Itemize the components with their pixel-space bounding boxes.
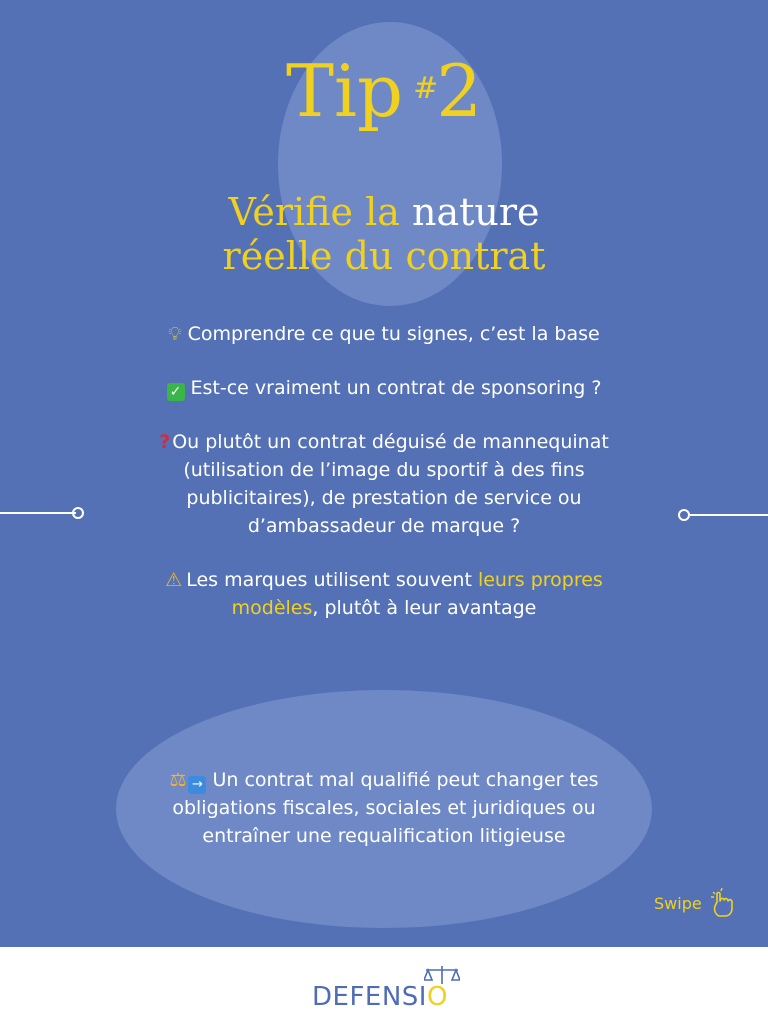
title-word: Tip — [285, 49, 404, 133]
decorative-line-left — [0, 512, 76, 514]
balance-scale-icon: ⚖ — [169, 769, 187, 791]
pointing-hand-icon — [710, 888, 736, 918]
subtitle-part3: réelle du contrat — [222, 234, 546, 278]
decorative-line-right — [690, 514, 768, 516]
logo-text — [312, 982, 448, 1012]
point-text: Est-ce vraiment un contrat de sponsoring ? — [190, 377, 602, 399]
check-mark-icon: ✓ — [167, 383, 185, 401]
list-item — [130, 374, 638, 402]
page-title — [0, 49, 768, 133]
logo-text-main: DEFENSI — [312, 982, 427, 1012]
point-text: Ou plutôt un contrat déguisé de mannequinat (utilisation de l’image du sportif à des fins publicitaires), de prestation de service ou d’ambassadeur de marque ? — [172, 431, 609, 537]
title-number: 2 — [436, 49, 483, 133]
logo-text-end: O — [426, 982, 448, 1012]
brand-logo — [312, 980, 472, 1014]
callout — [150, 766, 618, 850]
list-item — [130, 320, 638, 348]
swipe-label: Swipe — [654, 893, 702, 913]
callout-text: Un contrat mal qualifié peut changer tes obligations fiscales, sociales et juridiques ou entraîner une requalification litigieuse — [172, 769, 599, 847]
decorative-dot-left — [72, 507, 84, 519]
right-arrow-icon: → — [188, 776, 206, 794]
list-item — [130, 428, 638, 540]
tips-list — [130, 320, 638, 648]
title-hash: # — [413, 71, 439, 106]
swipe-hint[interactable] — [654, 888, 736, 918]
point-highlight: leurs propres modèles — [231, 569, 603, 619]
subtitle-part1: Vérifie la — [228, 190, 413, 234]
lightbulb-icon: 💡︎ — [168, 323, 182, 345]
subtitle-highlight: nature — [412, 190, 540, 234]
decorative-dot-right — [678, 509, 690, 521]
point-text: Les marques utilisent souvent — [186, 569, 478, 591]
question-mark-icon: ? — [159, 431, 171, 453]
point-text: Comprendre ce que tu signes, c’est la base — [187, 323, 600, 345]
warning-icon: ⚠ — [165, 569, 183, 591]
list-item — [130, 566, 638, 622]
point-text: , plutôt à leur avantage — [312, 597, 537, 619]
subtitle — [0, 190, 768, 278]
